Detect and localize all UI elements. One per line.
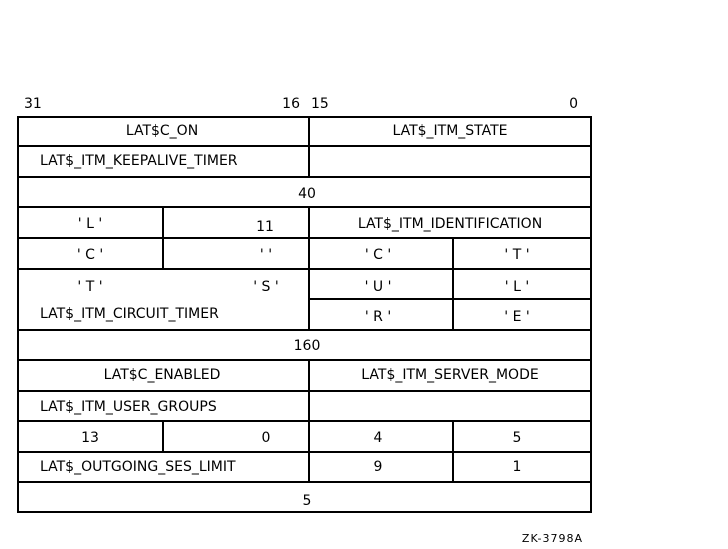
group-value: 5 — [512, 430, 522, 446]
char-s: ' S ' — [253, 279, 279, 295]
byte-divider — [452, 237, 454, 330]
word-divider — [308, 206, 310, 330]
byte-divider — [162, 420, 164, 452]
value-5: 5 — [302, 493, 312, 509]
field-circuit-timer: LAT$_ITM_CIRCUIT_TIMER — [40, 306, 219, 322]
field-keepalive-timer: LAT$_ITM_KEEPALIVE_TIMER — [40, 153, 238, 169]
field-user-groups: LAT$_ITM_USER_GROUPS — [40, 399, 217, 415]
field-lat-c-enabled: LAT$C_ENABLED — [103, 367, 221, 383]
value-40: 40 — [298, 186, 316, 202]
row-line — [17, 481, 592, 483]
group-value: 9 — [373, 459, 383, 475]
word-divider — [308, 359, 310, 421]
byte-divider — [452, 420, 454, 482]
row-line — [17, 206, 592, 208]
word-divider — [308, 145, 310, 177]
char-l: ' L ' — [504, 279, 530, 295]
field-lat-c-on: LAT$C_ON — [125, 123, 199, 139]
char-c: ' C ' — [364, 247, 392, 263]
right-border — [590, 116, 592, 513]
char-r: ' R ' — [364, 309, 392, 325]
bit-15-label: 15 — [311, 96, 329, 112]
row-line — [309, 298, 592, 300]
field-outgoing-ses-limit: LAT$_OUTGOING_SES_LIMIT — [40, 459, 236, 475]
row-line — [17, 329, 592, 331]
row-line — [17, 145, 592, 147]
row-line — [17, 237, 592, 239]
byte-divider — [162, 206, 164, 269]
field-itm-server-mode: LAT$_ITM_SERVER_MODE — [361, 367, 539, 383]
row-line — [17, 359, 592, 361]
field-itm-state: LAT$_ITM_STATE — [392, 123, 508, 139]
char-l: ' L ' — [77, 216, 103, 232]
row-line — [17, 116, 592, 118]
bit-31-label: 31 — [24, 96, 42, 112]
word-divider — [308, 420, 310, 482]
char-space: ' ' — [259, 247, 273, 263]
group-value: 1 — [512, 459, 522, 475]
value-160: 160 — [293, 338, 321, 354]
char-e: ' E ' — [504, 309, 530, 325]
left-border — [17, 116, 19, 513]
char-c: ' C ' — [76, 247, 104, 263]
row-line — [17, 511, 592, 513]
row-line — [17, 390, 592, 392]
char-t: ' T ' — [77, 279, 103, 295]
row-line — [17, 451, 592, 453]
group-value: 4 — [373, 430, 383, 446]
char-t: ' T ' — [504, 247, 530, 263]
bit-16-label: 16 — [282, 96, 300, 112]
char-u: ' U ' — [364, 279, 392, 295]
word-divider — [308, 116, 310, 146]
group-value: 13 — [81, 430, 99, 446]
figure-id: ZK-3798A — [521, 532, 583, 545]
row-line — [17, 176, 592, 178]
value-11: 11 — [256, 219, 274, 235]
row-line — [17, 420, 592, 422]
group-value: 0 — [261, 430, 271, 446]
row-line — [17, 268, 592, 270]
bit-0-label: 0 — [569, 96, 578, 112]
field-itm-identification: LAT$_ITM_IDENTIFICATION — [357, 216, 543, 232]
